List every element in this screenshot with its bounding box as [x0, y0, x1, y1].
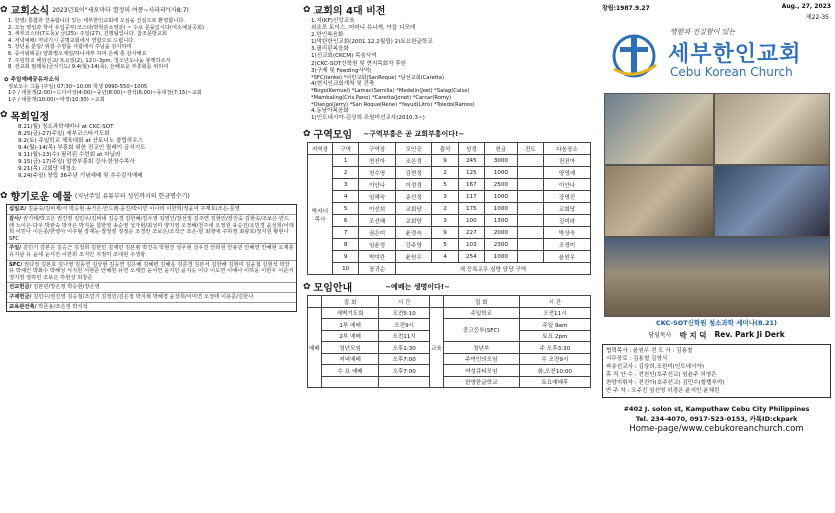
offering-row: SFC/ 권다정 김본호 김나영 김동연 김상현 김승연 김은혜 김혜련 김혜운 김준경 김본서 김한해 김현미 김윤철 김현석 박찬유 박채린 박화수 박혜성 서지원 서현준 안혜원 유연 오세연 윤서연 윤지민 윤지승 이다 이도연 이예나 이하윤 이한우 이준서 정지영 정하민 조보은 하현성 허창준 [7, 261, 296, 284]
schedule-title: ✿ 주일예배공유자소식 [4, 76, 60, 83]
pastoral-item: 9.21(목) 교회당 대청소 [18, 166, 77, 173]
schedule-line: 정보오수 그룹 (주일) 07:30~10:00 학생 0990-550~1005 [8, 83, 148, 90]
offering-heading: ✿ 향기로운 예물 (지난주일 유튜부터 성인까지의 헌금명수기) [0, 190, 190, 204]
photo-classroom [604, 165, 714, 237]
vision-item: 2)CKC-SOT신학원 및 현지목회자 후원 [311, 60, 407, 67]
vision-item: 3.필리핀복음화 [311, 46, 349, 53]
staff-line: 찬양지휘자 : 전진아(호주선교) 김민수(할렐루야) [606, 380, 725, 386]
pastoral-list [0, 124, 300, 181]
vision-item: *Bogo(Kemuel) *Lamac(Semilla) *Medelin(Joel) *Salag(Calos) [311, 88, 470, 95]
photo-collage [598, 93, 835, 318]
middle-column [303, 0, 595, 513]
table-row: 6 조선혜 교회당 3 100 1300 김미라 [308, 215, 591, 227]
photo-seminar-hall [604, 93, 714, 165]
photo-seminar-audience [714, 93, 830, 165]
pastoral-item: 9.24(주일) 창립 36주년 기념예배 및 추수감사예배 [18, 173, 143, 180]
table-row: 수 요 예배 오후7:00 여성큐티모임 화,오전10:00 [308, 365, 591, 377]
schedule-line: 1주 / 대물개(2:00)~드디어성(4:00)~중년(8:00)~결석(6:00)~동대장(7:15)~교회 [8, 90, 202, 97]
pastor-name: 박 지 덕 [679, 331, 707, 340]
offering-row: 주일/ 김민기 김본은 김승근 김정희 김한민 김재민 김본범 박진숙 박현진 성우현 성우진 안희원 안용민 안혜연 안혜현 오재훈 유지남 유 윤세 윤서진 이한희 조지민 지정미 조대원 주생광 [7, 244, 296, 260]
news-item: 1. 한영/ 통합과 찬송합니다 있는 세부한인교회에 오심을 진심으로 환영합니다. [8, 18, 185, 24]
bullet-icon: ✿ [0, 190, 8, 201]
pastoral-item: 9.11(월)-13(수) 필리핀 수련회 at 마닐라 [18, 152, 121, 158]
offering-row: 감사/ 권기태/박고은 권진영 김민우/김비네 김승경 김한혜/김우영 김영인/장선정 김주연 김현민/장진숙 김현숙/조보은·안드레 노이은·다우 박관숙 박자은 박지윤 설한영 송순영 성가현/최성미 양지영 오정해/천주네 오정원 유승진/오민경 윤성희/이대희 이민나 이은종/한영아 이주형 장재능·장정영 정정순 조경란 조보은/조석근 조은·헌 최영애 주하영 최광호/정지원 황현나 SFC [7, 215, 296, 244]
table-row: 7 권은미 윤경숙 9 227 2000 박상숙 [308, 227, 591, 239]
group-leader: 박지더 목사 [308, 155, 333, 275]
news-item: 2. 오늘 평일과 학사 유입공부(코스타/방학분소영분) ~ 수요 문을입시다(여소예살공회) [8, 24, 205, 31]
issue-line [598, 0, 835, 12]
table-row: 박지더 목사 1 천진아 조은경 9 245 3000 천진아 [308, 155, 591, 167]
table-row: 2부 예배 오전11시 토요 2pm [308, 330, 591, 342]
worship-heading: ✿ 모임안내 ~예배는 생명이다!~ [303, 281, 450, 295]
table-header-row: 집 회 시 간 집 회 시 간 [308, 296, 591, 308]
bullet-icon: ✿ [0, 4, 8, 15]
vision-list [303, 18, 595, 122]
left-column [0, 0, 300, 513]
education-label: 교육 [429, 307, 443, 388]
vision-item: *Mambaling(Cris.Pano) *Caretta(Jonet) *Carcar(Romy) [311, 95, 452, 102]
news-item: 3. 세부코스타(7도동)/ 금(25)- 주일(27), 진행됩입니다. 참조문방교회 [8, 31, 168, 38]
table-row: 4 임혜숙 송선정 3 117 1000 강명진 [308, 191, 591, 203]
bullet-icon: ✿ [0, 110, 8, 121]
worship-table [307, 295, 591, 388]
bullet-icon: ✿ [4, 76, 11, 83]
vision-item: 4)현지인교회개척 및 건축 [311, 81, 375, 88]
offering-row: 십일조/ 김윤숙/김비제/서 박승현·송가은·안드레·윤진/박이민 이나리 이한희/정윤여 주재호/조은·문영 [7, 205, 296, 215]
staff-box [602, 344, 831, 398]
vision-item: 4.동남아복음화 [311, 108, 349, 115]
pastoral-item: 8.21(월) 청소과학세미나 at CKC-SOT [18, 123, 114, 130]
offering-row: 구제헌금/ 김민수/권진영 김승철/조민기 김정민/김은정 박지혁 박혜경 윤상희/이미연 오정태 이용준/김한나 [7, 293, 296, 303]
church-name-ko: 세부한인교회 [668, 42, 802, 67]
vision-item: 3)구제 및 Feeding사역( [311, 67, 372, 74]
schedule-block [0, 77, 300, 104]
issue-number: 제22-35 [805, 14, 829, 21]
bullet-icon: ✿ [303, 4, 311, 15]
offering-row: 교육관건축/ 박준용/조은정 박지석 [9, 303, 88, 310]
offering-row: 선교헌금/ 김본민/장은정 박승현/장은영 [7, 283, 296, 293]
news-verse: 2023년표어"세포마다 열정의 여풍~사라라"(사8:7) [52, 7, 189, 14]
vision-item: *SFC(tanke) *어린교회(SanRoque) *남선교회(Caretta) [311, 74, 445, 81]
church-logo-area [598, 21, 835, 93]
staff-line: 시무장로 : 김용철 김영식 [606, 356, 668, 362]
bullet-icon: ✿ [303, 281, 311, 292]
founded-date: 창립:1987.9.27 [602, 5, 650, 12]
address-block [598, 404, 835, 434]
table-row: 1부 예배 오전9시 중고등부(SFC) 주일 9am [308, 319, 591, 331]
staff-line: 파송선교사 : 김상희,조원미(인도네시아) [606, 364, 705, 370]
table-row: 2 천수영 김현정 2 125 1000 양영예 [308, 167, 591, 179]
phone-line: Tel. 234-4070, 0917-523-0153, 카톡ID:ckpark [635, 415, 798, 423]
news-item: 5. 장년을 분탕/ 위험·수양을 사람에서 주님을 감사하며 [8, 44, 132, 51]
news-heading: ✿ 교회소식 2023년표어"세포마다 열정의 여풍~사라라"(사8:7) [0, 4, 189, 17]
pastoral-item: 9.2(토) 주일학교 체육대회 at 산토니노 클럽하우스 [18, 137, 144, 144]
church-name-en: Cebu Korean Church [670, 65, 793, 79]
vision-item: 2.한인복음화 [311, 32, 344, 39]
table-row: 3 이안나 이정경 5 167 2500 이안나 [308, 179, 591, 191]
news-item: 4. 저녁예배/ 저녁기시 공명교회에서 연합으로 드립니다. [8, 37, 135, 44]
table-row: 청년모임 오후1:30 청년부 주 오후3:30 [308, 342, 591, 354]
photo-stage [714, 165, 830, 237]
pastoral-heading: ✿ 목회일정 [0, 110, 50, 123]
vision-item: 1)막탄한인교회(2001.12.2월립) 2)토요한글학교 [311, 39, 433, 46]
news-list [0, 18, 300, 71]
vision-item: 1.지(KF)신앙교육 [311, 18, 355, 24]
pastoral-item: 9.4(월)-14(목) 부흥회 위한 전교인 릴레이 금식기도 [18, 144, 146, 151]
staff-line: 휴 직 안 수 : 전천인(호주선교) 임윤주 허영은 [606, 372, 717, 378]
pastor-line: 담임목사 박 지 덕 Rev. Park Ji Derk [648, 330, 785, 340]
pastoral-item: 8.25(금)-27(주일) 세부코스타기도회 [18, 130, 110, 137]
offering-box [6, 204, 297, 312]
pastoral-item: 9.15(금)-17(주일) 말씀부흥회 강사:한창수목사 [18, 159, 135, 166]
schedule-line: 1주 / 대물개(10:00)~마정(10:30) ~교회 [8, 97, 105, 104]
vision-item: 외조모 토이스, 어머니 유니게, 아들 디모데 [311, 25, 416, 32]
table-row: 한영한글학교 토요예배후 [308, 376, 591, 388]
table-row: 5 이선희 교회당 2 175 1000 교회당 [308, 203, 591, 215]
vision-item: *Olango(Jerry) *San Roque(Rene) *Yayud(Litro) *Toledo(Ramos) [311, 101, 475, 108]
groups-heading: ✿ 구역모임 ~구역부흥은 곧 교회부흥이다!~ [303, 128, 465, 142]
address-line: #402 J. solon st, Kamputhaw Cebu City Philippines [623, 405, 810, 413]
news-item: 7. 주일학교 해외선교/ 토요일(2), 12ㅁ-3pm, 청소년도나눔 봉행하소서 [8, 57, 171, 64]
table-row: 저녁예배 오후7:00 주여인의모임 수 오전9시 [308, 353, 591, 365]
vision-item: 1)신교회(CKCM) 목숨사역 [311, 53, 377, 60]
table-row: 9 박미란 윤원우 4 254 1000 윤원우 [308, 251, 591, 263]
vision-heading: ✿ 교회의 4대 비전 [303, 4, 386, 17]
bullet-icon: ✿ [303, 128, 311, 139]
staff-line: 반 주 자 : 오주진 임선영 허경은 윤지민 윤채린 [606, 388, 720, 394]
church-logo-icon [606, 29, 666, 79]
bulletin-date: Aug., 27, 2023 [781, 3, 831, 10]
worship-label: 예배 [308, 307, 322, 388]
photo-group [604, 237, 830, 317]
staff-line: 협력목사 : 윤원우 전 도 사 : 김용철 [606, 348, 693, 354]
photo-caption: CKC-SOT신학원 청소과학 세미나(8.21) [655, 319, 778, 327]
table-row: 예배 새벽기도회 오전5:10 교육 주일학교 오전11시 [308, 307, 591, 319]
right-column [598, 0, 835, 513]
groups-table [307, 142, 591, 275]
vision-item: 1)인도네시아-김상희 조원미선교사(2010.3~) [311, 115, 425, 122]
table-header-row: 지역장 구역 구역장 모인곳 출석 성경 헌금 전도 다음장소 [308, 143, 591, 155]
pastor-name-en: Rev. Park Ji Derk [714, 330, 785, 339]
church-slogan: 행함과 진실함이 있는 [670, 28, 736, 36]
table-row: 8 임윤정 강주영 5 103 2300 조경미 [308, 239, 591, 251]
homepage-link[interactable]: Home-page/www.cebukoreanchurch.com [629, 424, 804, 434]
news-item: 6. 중식워팩공/ 양화별오제일/하나세부 하여 은해 통 감사해요 [8, 50, 147, 57]
news-item: 8. 전교회 필래목(금식기도/ 9.4(월)-14(목), 은혜로운 부흥회를 위하여 [8, 64, 169, 71]
table-row: 10 장귀순 새 등록교우 심방 담당 구역 [308, 263, 591, 275]
